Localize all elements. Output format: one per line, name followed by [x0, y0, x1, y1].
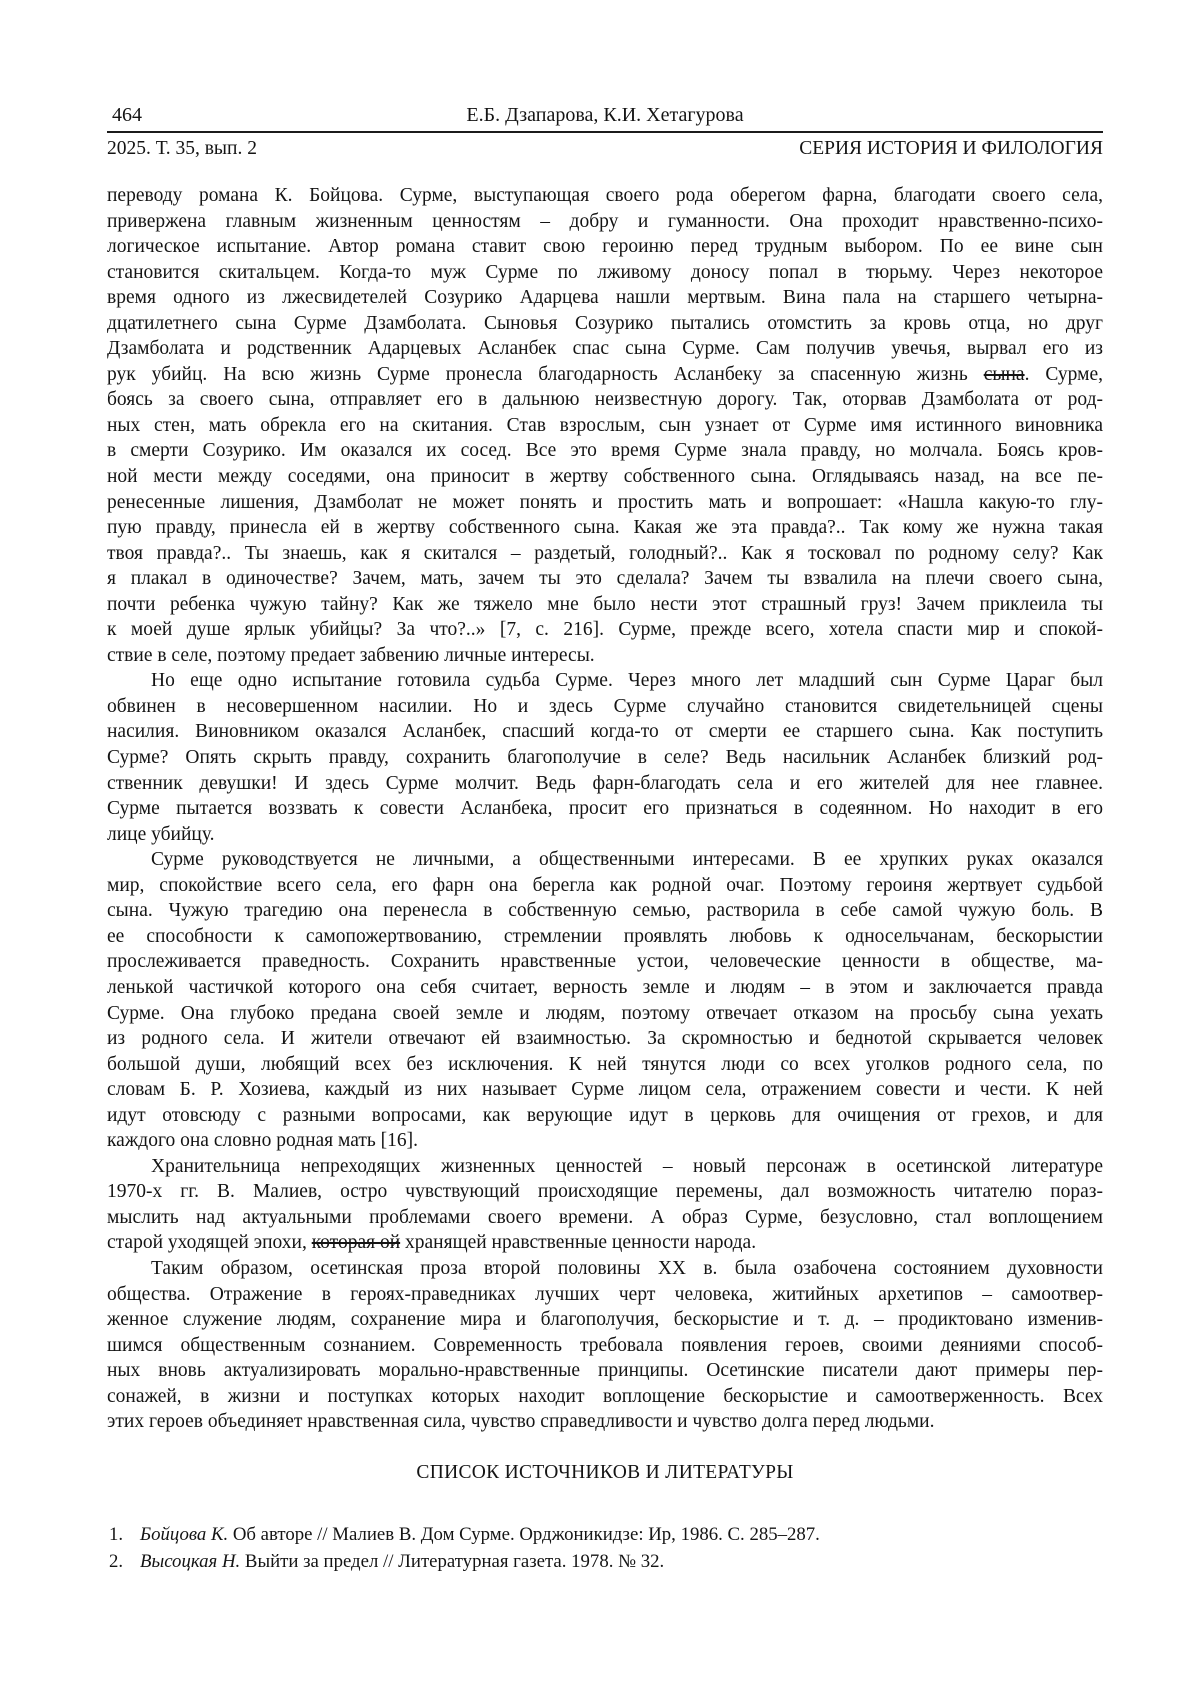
reference-text: Об авторе // Малиев В. Дом Сурме. Орджоникидзе: Ир, 1986. С. 285–287.	[228, 1523, 820, 1545]
text-segment: твоя правда?.. Ты знаешь, как я скитался – раздетый, голодный?.. Как я тосковал по родному селу? Как	[107, 542, 1103, 564]
text-line	[107, 898, 1103, 924]
text-line	[107, 822, 1103, 848]
text-line	[107, 260, 1103, 286]
text-line	[107, 515, 1103, 541]
text-line	[107, 1205, 1103, 1231]
text-segment: ренесенные лишения, Дзамболат не может понять и простить мать и вопрошает: «Нашла какую-то глу-	[107, 491, 1103, 513]
text-segment: Сурме руководствуется не личными, а общественными интересами. В ее хрупких руках оказался	[151, 849, 1103, 871]
text-line	[107, 362, 1103, 388]
text-line	[107, 1409, 1103, 1435]
text-line	[107, 924, 1103, 950]
text-segment: шимся общественным сознанием. Современность требовала появления героев, своими деяниями способ-	[107, 1334, 1103, 1356]
text-line	[107, 719, 1103, 745]
text-segment: мир, спокойствие всего села, его фарн она берегла как родной очаг. Поэтому героиня жертвует судьбой	[107, 874, 1103, 896]
text-line	[107, 1256, 1103, 1282]
text-segment: ной мести между соседями, она приносит в жертву собственного сына. Оглядываясь назад, на все пе-	[107, 466, 1103, 488]
journal-info-row	[107, 137, 1103, 161]
text-segment: сына. Чужую трагедию она перенесла в собственную семью, растворила в себе самой чужую боль. В	[107, 900, 1103, 922]
text-segment: Хранительница непреходящих жизненных ценностей – новый персонаж в осетинской литературе	[151, 1155, 1103, 1177]
text-segment: словам Б. Р. Хозиева, каждый из них называет Сурме лицом села, отражением совести и чести. К ней	[107, 1079, 1103, 1101]
text-line	[107, 1001, 1103, 1027]
text-line	[107, 975, 1103, 1001]
text-segment: 1970-х гг. В. Малиев, остро чувствующий происходящие перемены, дал возможность читателю пораз-	[107, 1181, 1103, 1203]
text-line	[107, 1333, 1103, 1359]
text-segment: почти ребенка чужую тайну? Как же тяжело мне было нести этот страшный груз! Зачем приклеила ты	[107, 593, 1103, 615]
text-segment: Дзамболата и родственник Адарцевых Асланбек спас сына Сурме. Сам получив увечья, вырвал его из	[107, 338, 1103, 360]
text-line	[107, 1307, 1103, 1333]
text-segment: становится скитальцем. Когда-то муж Сурме по лживому доносу попал в тюрьму. Через некоторое	[107, 261, 1103, 283]
text-segment: мыслить над актуальными проблемами своего времени. А образ Сурме, безусловно, стал воплощением	[107, 1206, 1103, 1228]
text-line	[107, 617, 1103, 643]
reference-author: Высоцкая Н.	[140, 1550, 241, 1572]
text-segment: переводу романа К. Бойцова. Сурме, выступающая своего рода оберегом фарна, благодати своего села,	[107, 185, 1103, 206]
text-segment: Сурме пытается воззвать к совести Асланбека, просит его признаться в содеянном. Но находит в его	[107, 798, 1103, 820]
text-line	[107, 1179, 1103, 1205]
text-line	[107, 1128, 1103, 1154]
page-header	[107, 104, 1103, 161]
references-list	[107, 1521, 1103, 1575]
text-segment: Сурме? Опять скрыть правду, сохранить благополучие в селе? Ведь насильник Асланбек близкий род-	[107, 747, 1103, 769]
paragraph	[107, 847, 1103, 1154]
text-segment: этих героев объединяет нравственная сила, чувство справедливости и чувство долга перед людьми.	[107, 1411, 935, 1433]
text-line	[107, 285, 1103, 311]
struck-text: которая ой	[311, 1232, 401, 1254]
text-segment: рук убийц. На всю жизнь Сурме пронесла благодарность Асланбеку за спасенную жизнь	[107, 363, 984, 385]
header-rule	[107, 131, 1103, 133]
reference-text: Выйти за предел // Литературная газета. 1978. № 32.	[240, 1550, 665, 1572]
text-segment: женное служение людям, сохранение мира и благополучия, бескорыстие и т. д. – продиктовано изменив-	[107, 1309, 1103, 1331]
text-line	[107, 413, 1103, 439]
text-line	[107, 438, 1103, 464]
text-segment: большой души, любящий всех без исключения. К ней тянутся люди со всех уголков родного села, по	[107, 1053, 1103, 1075]
text-segment: каждого она словно родная мать [16].	[107, 1130, 419, 1152]
text-segment: общества. Отражение в героях-праведниках лучших черт человека, житийных архетипов – самоотвер-	[107, 1283, 1103, 1305]
text-segment: дцатилетнего сына Сурме Дзамболата. Сыновья Созурико пытались отомстить за кровь отца, но друг	[107, 312, 1103, 334]
text-line	[107, 336, 1103, 362]
text-segment: я плакал в одиночестве? Зачем, мать, зачем ты это сделала? Зачем ты взвалила на плечи своего сына,	[107, 568, 1103, 590]
article-body	[107, 183, 1103, 1435]
text-segment: ственник девушки! И здесь Сурме молчит. Ведь фарн-благодать села и его жителей для нее главнее.	[107, 772, 1103, 794]
text-segment: боясь за своего сына, отправляет его в дальнюю неизвестную дорогу. Так, оторвав Дзамболата от род-	[107, 389, 1103, 411]
text-line	[107, 1103, 1103, 1129]
text-segment: логическое испытание. Автор романа ставит свою героиню перед трудным выбором. По ее вине сын	[107, 236, 1103, 258]
text-line	[107, 873, 1103, 899]
text-line	[107, 1384, 1103, 1410]
text-segment: привержена главным жизненным ценностям – добру и гуманности. Она проходит нравственно-психо-	[107, 210, 1103, 232]
text-line	[107, 566, 1103, 592]
text-line	[107, 1154, 1103, 1180]
text-line	[107, 745, 1103, 771]
text-segment: ных стен, мать обрекла его на скитания. Став взрослым, сын узнает от Сурме имя истинного виновника	[107, 414, 1103, 436]
text-segment: лице убийцу.	[107, 823, 215, 845]
running-head-authors: Е.Б. Дзапарова, К.И. Хетагурова	[466, 104, 744, 126]
text-line	[107, 847, 1103, 873]
text-line	[107, 1077, 1103, 1103]
running-head	[107, 104, 1103, 126]
text-segment: хранящей нравственные ценности народа.	[400, 1232, 757, 1254]
journal-series: СЕРИЯ ИСТОРИЯ И ФИЛОЛОГИЯ	[799, 138, 1103, 159]
text-segment: ных вновь актуализировать морально-нравственные принципы. Осетинские писатели дают примеры пер-	[107, 1360, 1103, 1382]
text-line	[107, 490, 1103, 516]
text-segment: Но еще одно испытание готовила судьба Сурме. Через много лет младший сын Сурме Цараг был	[151, 670, 1103, 692]
text-line	[107, 234, 1103, 260]
text-line	[107, 643, 1103, 669]
text-segment: насилия. Виновником оказался Асланбек, спасший когда-то от смерти ее старшего сына. Как поступить	[107, 721, 1103, 743]
struck-text: сына	[983, 363, 1025, 385]
text-line	[107, 949, 1103, 975]
text-line	[107, 592, 1103, 618]
text-line	[107, 796, 1103, 822]
text-line	[107, 541, 1103, 567]
paragraph	[107, 668, 1103, 847]
paragraph	[107, 183, 1103, 668]
text-segment: к моей душе ярлык убийцы? За что?..» [7, с. 216]. Сурме, прежде всего, хотела спасти мир и спокой-	[107, 619, 1103, 641]
page-number: 464	[112, 104, 142, 126]
text-line	[107, 311, 1103, 337]
text-segment: в смерти Созурико. Им оказался их сосед. Все это время Сурме знала правду, но молчала. Боясь кров-	[107, 440, 1103, 462]
text-line	[107, 387, 1103, 413]
text-line	[107, 209, 1103, 235]
text-segment: Сурме. Она глубоко предана своей земле и людям, поэтому отвечает отказом на просьбу сына уехать	[107, 1002, 1103, 1024]
text-segment: прослеживается праведность. Сохранить нравственные устои, человеческие ценности в обществе, ма-	[107, 951, 1103, 973]
text-segment: сонажей, в жизни и поступках которых находит воплощение бескорыстие и самоотверженность. Всех	[107, 1385, 1103, 1407]
reference-item	[107, 1548, 1103, 1575]
text-line	[107, 771, 1103, 797]
text-segment: старой уходящей эпохи,	[107, 1232, 312, 1254]
references-title: СПИСОК ИСТОЧНИКОВ И ЛИТЕРАТУРЫ	[416, 1461, 794, 1483]
text-line	[107, 1358, 1103, 1384]
text-line	[107, 694, 1103, 720]
paragraph	[107, 1154, 1103, 1256]
text-segment: пую правду, принесла ей в жертву собственного сына. Какая же эта правда?.. Так кому же нужна такая	[107, 517, 1103, 539]
text-segment: Таким образом, осетинская проза второй половины XX в. была озабочена состоянием духовности	[151, 1257, 1103, 1279]
text-segment: идут отовсюду с разными вопросами, как верующие идут в церковь для очищения от грехов, и для	[107, 1104, 1103, 1126]
text-segment: ленькой частичкой которого она себя считает, верность земле и людям – в этом и заключается правда	[107, 976, 1103, 998]
text-segment: из родного села. И жители отвечают ей взаимностью. За скромностью и беднотой скрывается человек	[107, 1028, 1103, 1050]
text-line	[107, 464, 1103, 490]
text-line	[107, 668, 1103, 694]
text-segment: обвинен в несовершенном насилии. Но и здесь Сурме случайно становится свидетельницей сцены	[107, 695, 1103, 717]
text-segment: . Сурме,	[1024, 363, 1103, 385]
text-segment: ее способности к самопожертвованию, стремлении проявлять любовь к односельчанам, бескорыстии	[107, 925, 1103, 947]
text-line	[107, 183, 1103, 209]
text-segment: ствие в селе, поэтому предает забвению личные интересы.	[107, 644, 595, 666]
text-line	[107, 1230, 1103, 1256]
reference-number: 1.	[109, 1523, 124, 1545]
reference-item	[107, 1521, 1103, 1548]
text-line	[107, 1052, 1103, 1078]
text-line	[107, 1282, 1103, 1308]
paragraph	[107, 1256, 1103, 1435]
journal-volume-issue: 2025. Т. 35, вып. 2	[107, 138, 257, 159]
text-line	[107, 1026, 1103, 1052]
reference-number: 2.	[109, 1550, 124, 1572]
reference-author: Бойцова К.	[140, 1523, 229, 1545]
text-segment: время одного из лжесвидетелей Созурико Адарцева нашли мертвым. Вина пала на старшего четырна-	[107, 287, 1103, 309]
